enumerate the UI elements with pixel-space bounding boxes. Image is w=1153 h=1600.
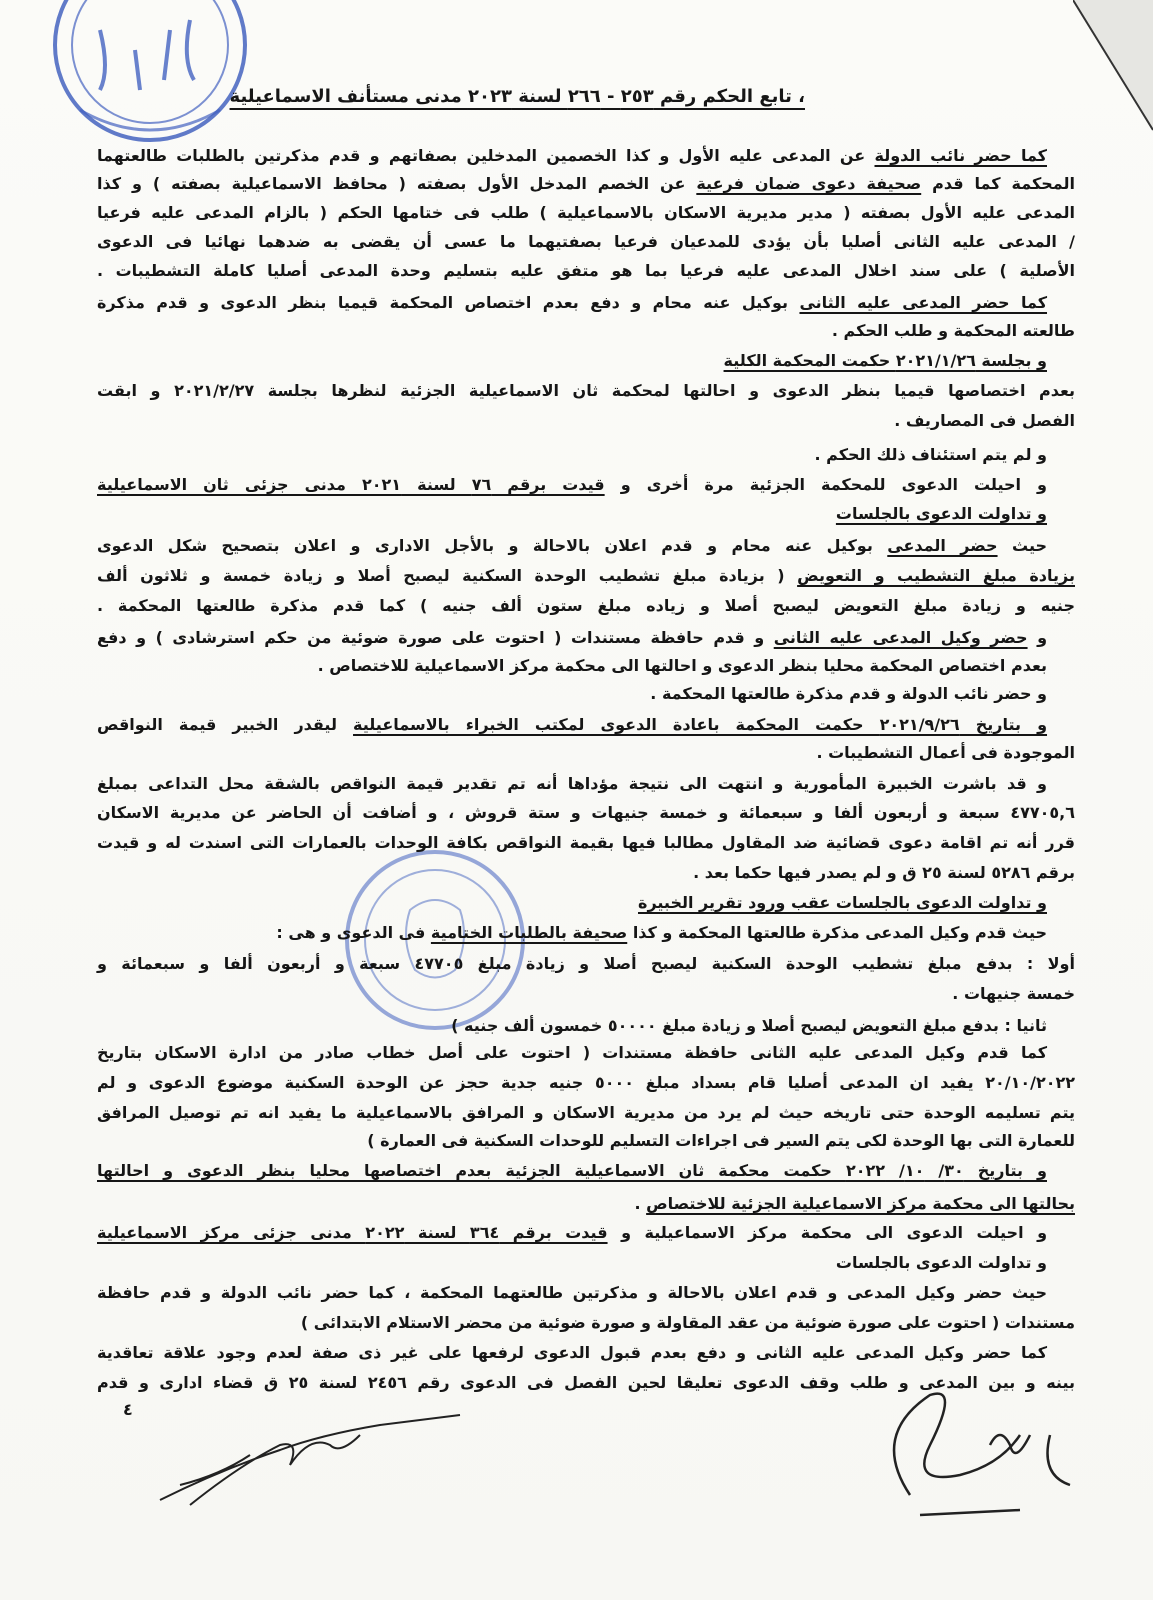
text-line bbox=[97, 173, 1075, 195]
text-segment: المدعى عليه الأول بصفته ( مدير مديرية الاسكان بالاسماعيلية ) طلب فى ختامها الحكم ( بالزام المدعى عليه فرعيا bbox=[97, 203, 1075, 222]
text-line bbox=[97, 1015, 1047, 1037]
text-segment: و لم يتم استئناف ذلك الحكم . bbox=[814, 445, 1047, 464]
text-line bbox=[97, 350, 1047, 372]
underlined-text: حضر المدعى bbox=[887, 536, 998, 555]
signature-right bbox=[850, 1375, 1090, 1525]
text-line bbox=[97, 503, 1047, 525]
text-segment: و احيلت الدعوى الى محكمة مركز الاسماعيلية و bbox=[607, 1223, 1048, 1242]
text-line bbox=[97, 320, 1075, 342]
text-line bbox=[97, 231, 1075, 253]
text-line bbox=[97, 1102, 1075, 1124]
text-line bbox=[97, 444, 1047, 466]
text-line bbox=[97, 832, 1075, 854]
underlined-text: كما حضر نائب الدولة bbox=[874, 146, 1047, 165]
text-segment: و قد باشرت الخبيرة المأمورية و انتهت الى نتيجة مؤداها أنه تم تقدير قيمة النواقص بالشقة محل التداعى بمبلغ bbox=[97, 774, 1047, 793]
text-line bbox=[97, 145, 1047, 167]
text-line bbox=[97, 292, 1047, 314]
text-segment: ٤٧٧٠٥,٦ سبعة و أربعون ألفا و سبعمائة و خمسة جنيهات و ستة قروش ، و أضافت أن الحاضر عن مديرية الاسكان bbox=[97, 803, 1075, 822]
document-title: ، تابع الحكم رقم ٢٥٣ - ٢٦٦ لسنة ٢٠٢٣ مدنى مستأنف الاسماعيلية bbox=[229, 86, 805, 107]
text-line bbox=[97, 683, 1047, 705]
text-line bbox=[97, 380, 1075, 402]
text-line bbox=[97, 714, 1047, 736]
text-line bbox=[97, 1282, 1047, 1304]
text-line bbox=[97, 892, 1047, 914]
text-segment: بوكيل عنه محام و قدم اعلان بالاحالة و بالأجل الادارى و اعلان بتصحيح شكل الدعوى bbox=[97, 536, 888, 555]
text-segment: حيث حضر وكيل المدعى و قدم اعلان بالاحالة و مذكرتين طالعتهما المحكمة ، كما حضر نائب الدولة و قدم حافظة bbox=[97, 1283, 1047, 1302]
text-line bbox=[97, 260, 1075, 282]
text-segment: حيث قدم وكيل المدعى مذكرة طالعتها المحكمة و كذا bbox=[627, 923, 1047, 942]
text-segment: الأصلية ) على سند اخلال المدعى عليه فرعيا بما هو متفق عليه بتسليم وحدة المدعى أصليا كاملة التشطيبات . bbox=[97, 261, 1075, 280]
text-segment: ليقدر الخبير قيمة النواقص bbox=[97, 715, 354, 734]
underlined-text: و بتاريخ ٢٠٢١/٩/٢٦ حكمت المحكمة باعادة الدعوى لمكتب الخبراء بالاسماعيلية bbox=[353, 715, 1048, 734]
text-segment: يتم تسليمه الوحدة حتى تاريخه حيث لم يرد من مديرية الاسكان و المرافق بالاسماعيلية ما يفيد انه تم توصيل المرافق bbox=[97, 1103, 1075, 1122]
signature-left bbox=[150, 1405, 470, 1515]
text-segment: مستندات ( احتوت على صورة ضوئية من عقد المقاولة و صورة ضوئية من محضر الاستلام الابتدائى ) bbox=[300, 1313, 1075, 1332]
underlined-text: و تداولت الدعوى بالجلسات عقب ورود تقرير الخبيرة bbox=[638, 893, 1047, 912]
underlined-text: بزيادة مبلغ التشطيب و التعويض bbox=[797, 566, 1075, 585]
text-line bbox=[97, 1160, 1047, 1182]
court-stamp-top bbox=[40, 0, 260, 160]
text-segment: حيث bbox=[997, 536, 1048, 555]
underlined-text: حضر وكيل المدعى عليه الثانى bbox=[773, 628, 1028, 647]
text-segment: و قدم حافظة مستندات ( احتوت على صورة ضوئية من حكم استرشادى ) و دفع bbox=[97, 628, 774, 647]
text-segment: ( بزيادة مبلغ تشطيب الوحدة السكنية ليصبح أصلا و زيادة خمسة و ثلاثون ألف bbox=[97, 566, 798, 585]
text-segment: أولا : بدفع مبلغ تشطيب الوحدة السكنية ليصبح أصلا و زيادة مبلغ ٤٧٧٠٥ سبعة و أربعون ألفا و سبعمائة و bbox=[97, 954, 1075, 973]
text-segment: الموجودة فى أعمال التشطيبات . bbox=[816, 743, 1075, 762]
underlined-text: صحيفة بالطلبات الختامية bbox=[430, 923, 628, 942]
text-segment: / المدعى عليه الثانى أصليا بأن يؤدى للمدعيان فرعيا بصفتيهما ما عسى أن يقضى به ضدهما نهائيا فى الدعوى bbox=[97, 232, 1075, 251]
page-number: ٤ bbox=[123, 1400, 133, 1419]
text-segment: ثانيا : بدفع مبلغ التعويض ليصبح أصلا و زيادة مبلغ ٥٠٠٠٠ خمسون ألف جنيه ) bbox=[451, 1016, 1047, 1035]
text-line bbox=[97, 1130, 1075, 1152]
text-line bbox=[97, 655, 1047, 677]
text-line bbox=[97, 474, 1047, 496]
text-segment: بعدم اختصاص المحكمة محليا بنظر الدعوى و احالتها الى محكمة مركز الاسماعيلية للاختصاص . bbox=[317, 656, 1047, 675]
text-line bbox=[97, 202, 1075, 224]
text-line bbox=[97, 595, 1075, 617]
underlined-text: قيدت برقم ٣٦٤ لسنة ٢٠٢٢ مدنى جزئى مركز الاسماعيلية bbox=[97, 1223, 608, 1242]
text-line bbox=[97, 1042, 1047, 1064]
text-segment: و تداولت الدعوى بالجلسات bbox=[835, 1253, 1047, 1272]
text-line bbox=[97, 862, 1075, 884]
text-segment: بعدم اختصاصها قيميا بنظر الدعوى و احالتها لمحكمة ثان الاسماعيلية الجزئية لنظرها بجلسة ٢٠٢١/٢/٢٧ و ابقت bbox=[97, 381, 1076, 400]
text-line bbox=[97, 1072, 1075, 1094]
text-segment: فى الدعوى و هى : bbox=[276, 923, 431, 942]
text-segment: . bbox=[634, 1194, 647, 1213]
folded-corner bbox=[1073, 0, 1153, 160]
text-segment: برقم ٥٢٨٦ لسنة ٢٥ ق و لم يصدر فيها حكما بعد . bbox=[693, 863, 1075, 882]
text-line bbox=[97, 983, 1075, 1005]
text-segment: المحكمة كما قدم bbox=[921, 174, 1076, 193]
underlined-text: بحالتها الى محكمة مركز الاسماعيلية الجزئية للاختصاص bbox=[646, 1194, 1075, 1213]
underlined-text: و بتاريخ ٣٠/ ١٠/ ٢٠٢٢ حكمت محكمة ثان الاسماعيلية الجزئية بعدم اختصاصها محليا بنظر الدعوى و احالتها bbox=[97, 1161, 1047, 1180]
text-segment: كما حضر وكيل المدعى عليه الثانى و دفع بعدم قبول الدعوى لرفعها على غير ذى صفة لعدم وجود علاقة تعاقدية bbox=[97, 1343, 1047, 1362]
text-segment: بينه و بين المدعى و طلب وقف الدعوى تعليقا لحين الفصل فى الدعوى رقم ٢٤٥٦ لسنة ٢٥ ق قضاء ادارى و قدم bbox=[97, 1373, 1075, 1392]
text-line bbox=[97, 922, 1047, 944]
text-segment: و احيلت الدعوى للمحكمة الجزئية مرة أخرى و bbox=[604, 475, 1047, 494]
text-segment: الفصل فى المصاريف . bbox=[894, 411, 1075, 430]
text-line bbox=[97, 1312, 1075, 1334]
text-line bbox=[97, 953, 1075, 975]
text-segment: للعمارة التى بها الوحدة لكى يتم السير فى اجراءات التسليم للوحدات السكنية فى العمارة ) bbox=[367, 1131, 1075, 1150]
text-line bbox=[97, 773, 1047, 795]
underlined-text: و تداولت الدعوى بالجلسات bbox=[835, 504, 1047, 523]
text-line bbox=[97, 410, 1075, 432]
text-segment: عن المدعى عليه الأول و كذا الخصمين المدخلين بصفاتهم و قدم مذكرتين بالطلبات طالعتهما bbox=[97, 146, 875, 165]
underlined-text: صحيفة دعوى ضمان فرعية bbox=[696, 174, 922, 193]
text-line bbox=[97, 1342, 1047, 1364]
text-segment: كما قدم وكيل المدعى عليه الثانى حافظة مستندات ( احتوت على أصل خطاب صادر من ادارة الاسكان بتاريخ bbox=[97, 1043, 1047, 1062]
text-segment: خمسة جنيهات . bbox=[952, 984, 1075, 1003]
text-segment: بوكيل عنه محام و دفع بعدم اختصاص المحكمة قيميا بنظر الدعوى و قدم مذكرة bbox=[97, 293, 800, 312]
text-line bbox=[97, 627, 1047, 649]
text-segment: طالعته المحكمة و طلب الحكم . bbox=[831, 321, 1075, 340]
text-segment: ٢٠/١٠/٢٠٢٢ يفيد ان المدعى أصليا قام بسداد مبلغ ٥٠٠٠ جنيه جدية حجز عن الوحدة السكنية موضوع الدعوى و لم bbox=[97, 1073, 1075, 1092]
text-line bbox=[97, 565, 1075, 587]
text-line bbox=[97, 1193, 1075, 1215]
underlined-text: قيدت برقم ٧٦ لسنة ٢٠٢١ مدنى جزئى ثان الاسماعيلية bbox=[97, 475, 605, 494]
underlined-text: كما حضر المدعى عليه الثانى bbox=[799, 293, 1048, 312]
text-line bbox=[97, 1222, 1047, 1244]
text-line bbox=[97, 1252, 1047, 1274]
text-segment: قرر أنه تم اقامة دعوى قضائية ضد المقاول مطالبا فيها بقيمة النواقص بكافة الوحدات بالعمارات التى اسندت له و قيدت bbox=[97, 833, 1075, 852]
text-line bbox=[97, 802, 1075, 824]
text-segment: و حضر نائب الدولة و قدم مذكرة طالعتها المحكمة . bbox=[650, 684, 1047, 703]
text-line bbox=[97, 742, 1075, 764]
text-segment: جنيه و زيادة مبلغ التعويض ليصبح أصلا و زياده مبلغ ستون ألف جنيه ) كما قدم مذكرة طالعتها المحكمة . bbox=[97, 596, 1075, 615]
text-line bbox=[97, 535, 1047, 557]
underlined-text: و بجلسة ٢٠٢١/١/٢٦ حكمت المحكمة الكلية bbox=[723, 351, 1047, 370]
text-segment: و bbox=[1027, 628, 1048, 647]
text-segment: عن الخصم المدخل الأول بصفته ( محافظ الاسماعيلية بصفته ) و كذا bbox=[97, 174, 697, 193]
